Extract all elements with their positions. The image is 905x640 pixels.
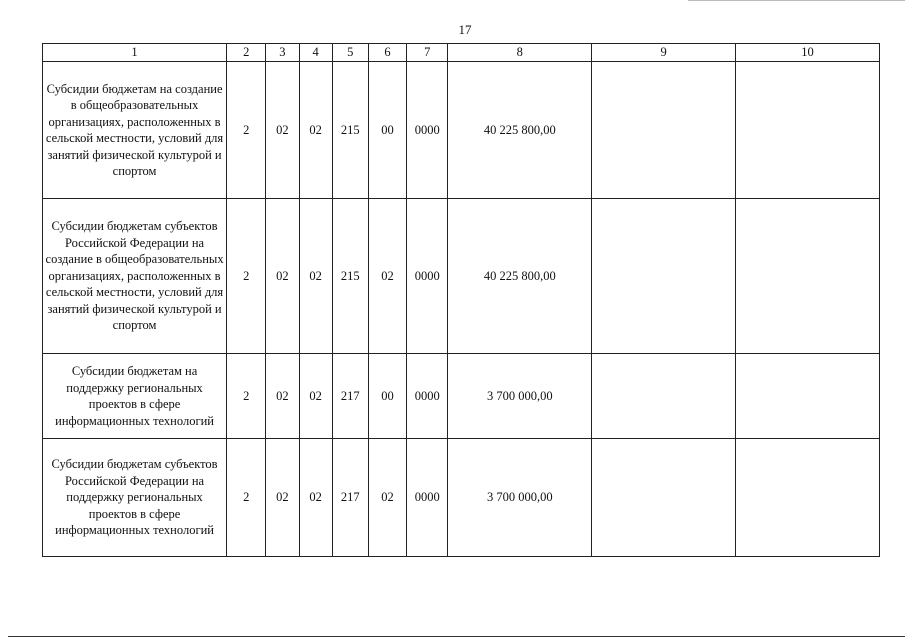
header-col-7: 7 (407, 44, 448, 62)
header-col-8: 8 (448, 44, 592, 62)
row-description: Субсидии бюджетам субъектов Российской Федерации на создание в общеобразовательных организациях, расположенных в сельской местности, условий для занятий физической культурой и спортом (43, 199, 227, 354)
empty-cell-9 (592, 354, 736, 439)
header-col-10: 10 (736, 44, 880, 62)
amount-cell: 3 700 000,00 (448, 354, 592, 439)
header-col-6: 6 (368, 44, 406, 62)
code-col-2: 2 (227, 439, 266, 557)
amount-cell: 40 225 800,00 (448, 199, 592, 354)
code-col-6: 02 (368, 199, 406, 354)
row-description: Субсидии бюджетам субъектов Российской Федерации на поддержку региональных проектов в сфере информационных технологий (43, 439, 227, 557)
empty-cell-10 (736, 62, 880, 199)
header-col-5: 5 (332, 44, 368, 62)
table-row (43, 62, 880, 199)
header-col-3: 3 (266, 44, 299, 62)
table-row (43, 439, 880, 557)
empty-cell-10 (736, 439, 880, 557)
code-col-4: 02 (299, 199, 332, 354)
header-col-4: 4 (299, 44, 332, 62)
code-col-5: 217 (332, 354, 368, 439)
header-row (43, 44, 880, 62)
amount-cell: 40 225 800,00 (448, 62, 592, 199)
code-col-5: 217 (332, 439, 368, 557)
code-col-6: 00 (368, 354, 406, 439)
code-col-6: 00 (368, 62, 406, 199)
empty-cell-10 (736, 354, 880, 439)
code-col-3: 02 (266, 354, 299, 439)
code-col-4: 02 (299, 62, 332, 199)
top-edge-line (688, 0, 905, 1)
code-col-2: 2 (227, 62, 266, 199)
empty-cell-9 (592, 199, 736, 354)
table-row (43, 354, 880, 439)
budget-table (42, 43, 880, 557)
code-col-5: 215 (332, 62, 368, 199)
code-col-2: 2 (227, 199, 266, 354)
code-col-3: 02 (266, 439, 299, 557)
table-row (43, 199, 880, 354)
code-col-7: 0000 (407, 199, 448, 354)
code-col-3: 02 (266, 199, 299, 354)
code-col-7: 0000 (407, 439, 448, 557)
header-col-9: 9 (592, 44, 736, 62)
row-description: Субсидии бюджетам на создание в общеобразовательных организациях, расположенных в сельской местности, условий для занятий физической культурой и спортом (43, 62, 227, 199)
code-col-7: 0000 (407, 62, 448, 199)
empty-cell-10 (736, 199, 880, 354)
code-col-5: 215 (332, 199, 368, 354)
code-col-7: 0000 (407, 354, 448, 439)
row-description: Субсидии бюджетам на поддержку региональных проектов в сфере информационных технологий (43, 354, 227, 439)
code-col-6: 02 (368, 439, 406, 557)
header-col-1: 1 (43, 44, 227, 62)
code-col-3: 02 (266, 62, 299, 199)
header-col-2: 2 (227, 44, 266, 62)
bottom-edge-line (8, 636, 905, 637)
amount-cell: 3 700 000,00 (448, 439, 592, 557)
code-col-4: 02 (299, 439, 332, 557)
code-col-2: 2 (227, 354, 266, 439)
empty-cell-9 (592, 439, 736, 557)
page-number: 17 (458, 22, 472, 37)
empty-cell-9 (592, 62, 736, 199)
code-col-4: 02 (299, 354, 332, 439)
